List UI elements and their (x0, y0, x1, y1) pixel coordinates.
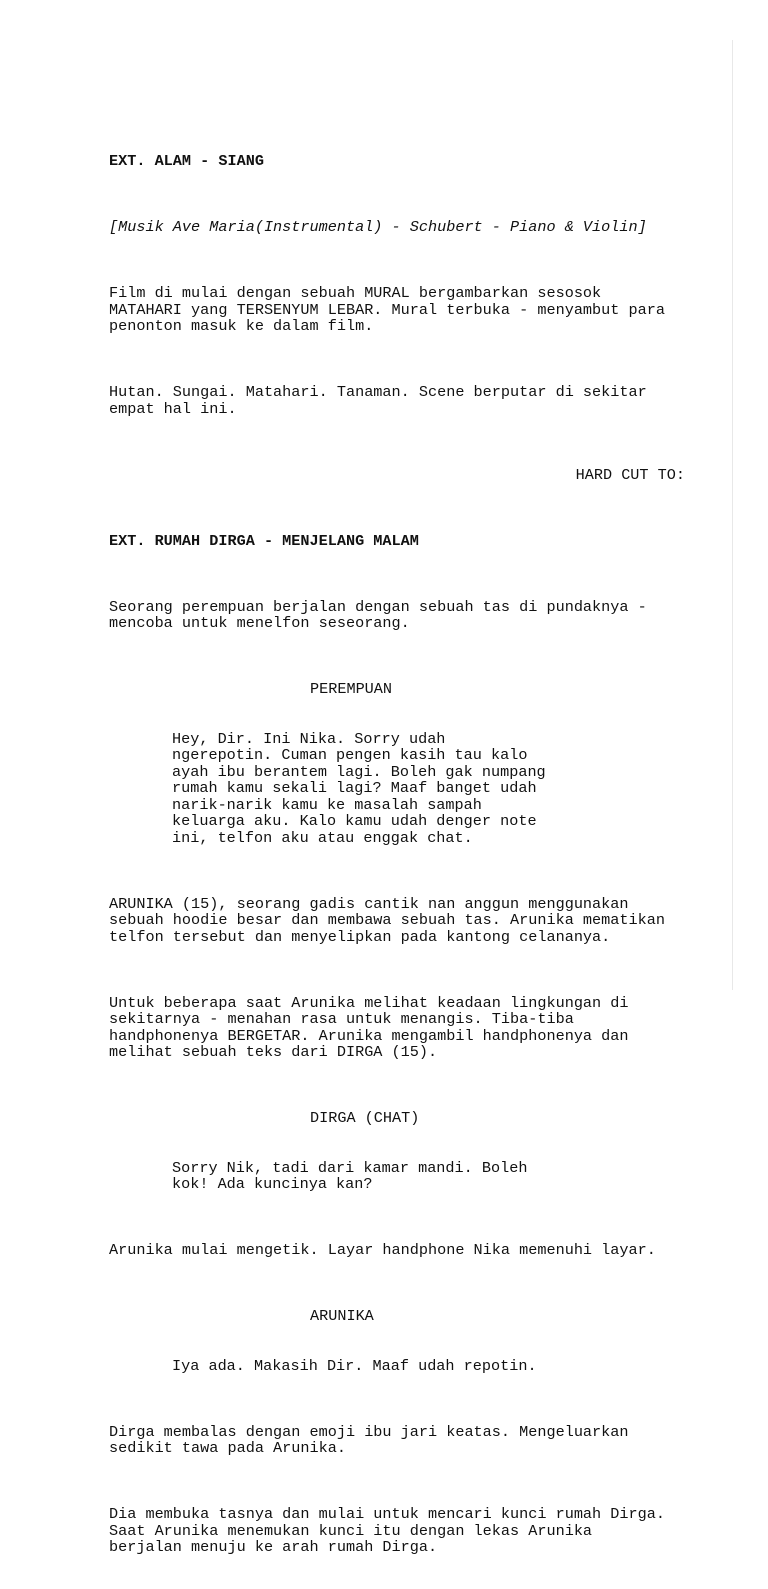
action-paragraph: Hutan. Sungai. Matahari. Tanaman. Scene berputar di sekitar empat hal ini. (109, 383, 647, 418)
action-paragraph: Seorang perempuan berjalan dengan sebuah tas di pundaknya - mencoba untuk menelfon seseorang. (109, 597, 647, 632)
dialogue-block: Hey, Dir. Ini Nika. Sorry udah ngerepotin. Cuman pengen kasih tau kalo ayah ibu berantem lagi. Boleh gak numpang rumah kamu sekali lagi? Maaf banget udah narik-narik kamu ke masalah sampah keluarga aku. Kalo kamu udah denger note ini, telfon aku atau enggak chat. (172, 729, 546, 847)
character-name: DIRGA (CHAT) (310, 1109, 420, 1127)
character-name: ARUNIKA (310, 1307, 374, 1325)
action-paragraph: Dirga membalas dengan emoji ibu jari keatas. Mengeluarkan sedikit tawa pada Arunika. (109, 1422, 629, 1457)
action-paragraph: Film di mulai dengan sebuah MURAL bergambarkan sesosok MATAHARI yang TERSENYUM LEBAR. Mural terbuka - menyambut para penonton masuk ke dalam film. (109, 284, 665, 335)
dialogue-block: Sorry Nik, tadi dari kamar mandi. Boleh kok! Ada kuncinya kan? (172, 1158, 528, 1193)
dialogue-block: Iya ada. Makasih Dir. Maaf udah repotin. (172, 1356, 537, 1375)
character-name: PEREMPUAN (310, 680, 393, 698)
scene-heading: EXT. RUMAH DIRGA - MENJELANG MALAM (109, 531, 419, 550)
screenplay-page (109, 120, 699, 1589)
action-paragraph: Untuk beberapa saat Arunika melihat keadaan lingkungan di sekitarnya - menahan rasa untuk menangis. Tiba-tiba handphonenya BERGETAR. Arunika mengambil handphonenya dan melihat sebuah teks dari DIRGA (15). (109, 993, 629, 1061)
action-paragraph: Dia membuka tasnya dan mulai untuk mencari kunci rumah Dirga. Saat Arunika menemukan kunci itu dengan lekas Arunika berjalan menuju ke arah rumah Dirga. (109, 1505, 665, 1556)
music-note: [Musik Ave Maria(Instrumental) - Schubert - Piano & Violin] (109, 218, 647, 236)
action-paragraph: ARUNIKA (15), seorang gadis cantik nan anggun menggunakan sebuah hoodie besar dan membawa sebuah tas. Arunika mematikan telfon tersebut dan menyelipkan pada kantong celananya. (109, 894, 665, 946)
page-edge-divider (732, 40, 733, 990)
action-paragraph: Arunika mulai mengetik. Layar handphone Nika memenuhi layar. (109, 1241, 656, 1259)
transition: HARD CUT TO: (575, 465, 685, 484)
scene-heading: EXT. ALAM - SIANG (109, 152, 264, 170)
